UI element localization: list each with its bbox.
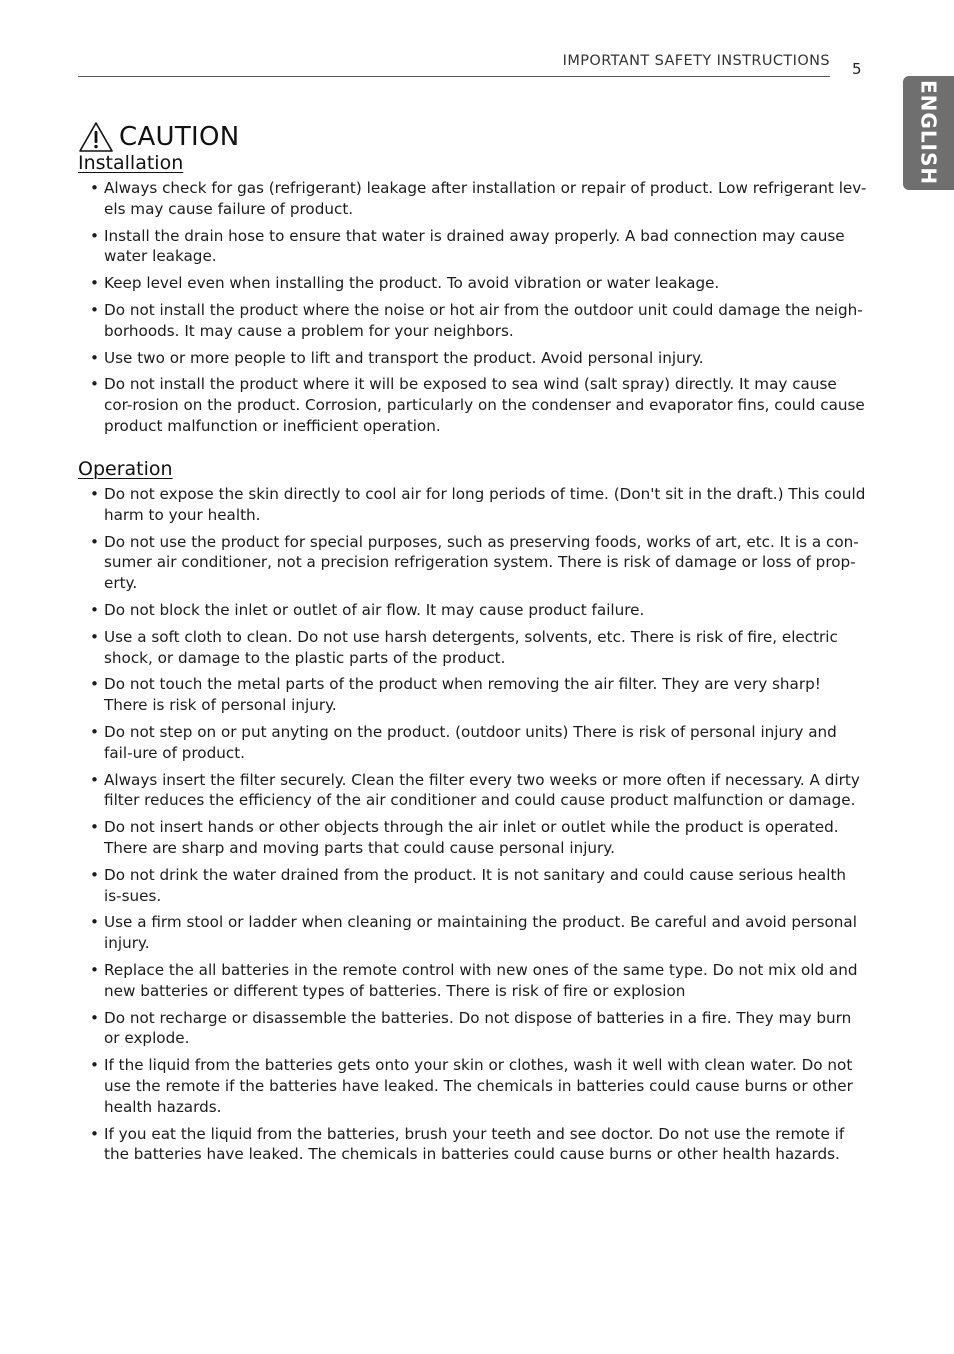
caution-heading — [78, 120, 240, 154]
operation-item: • Do not drink the water drained from the product. It is not sanitary and could cause serious health is-sues. — [78, 865, 868, 907]
operation-item: • Replace the all batteries in the remote control with new ones of the same type. Do not mix old and new batteries or different types of batteries. There is risk of fire or explosion — [78, 960, 868, 1002]
installation-item: • Install the drain hose to ensure that water is drained away properly. A bad connection may cause water leakage. — [78, 226, 868, 268]
operation-item: • Do not expose the skin directly to cool air for long periods of time. (Don't sit in the draft.) This could harm to your health. — [78, 484, 868, 526]
installation-item: • Do not install the product where it will be exposed to sea wind (salt spray) directly. It may cause cor-rosion on the product. Corrosion, particularly on the condenser and evaporator fins, could cause product malfunction or inefficient operation. — [78, 374, 868, 436]
operation-item: • If the liquid from the batteries gets onto your skin or clothes, wash it well with clean water. Do not use the remote if the batteries have leaked. The chemicals in batteries could cause burns or other health hazards. — [78, 1055, 868, 1117]
operation-list — [78, 484, 868, 1171]
installation-item: • Do not install the product where the noise or hot air from the outdoor unit could damage the neigh-borhoods. It may cause a problem for your neighbors. — [78, 300, 868, 342]
operation-item: • Use a soft cloth to clean. Do not use harsh detergents, solvents, etc. There is risk of fire, electric shock, or damage to the plastic parts of the product. — [78, 627, 868, 669]
installation-item: • Always check for gas (refrigerant) leakage after installation or repair of product. Low refrigerant lev-els may cause failure of product. — [78, 178, 868, 220]
language-tab-label: ENGLISH — [916, 80, 941, 186]
warning-triangle-icon — [78, 121, 114, 153]
installation-item: • Use two or more people to lift and transport the product. Avoid personal injury. — [78, 348, 868, 369]
operation-item: • Do not block the inlet or outlet of air flow. It may cause product failure. — [78, 600, 868, 621]
operation-item: • Do not insert hands or other objects through the air inlet or outlet while the product is operated. There are sharp and moving parts that could cause personal injury. — [78, 817, 868, 859]
installation-heading: Installation — [78, 152, 184, 174]
operation-item: • Do not touch the metal parts of the product when removing the air filter. They are very sharp! There is risk of personal injury. — [78, 674, 868, 716]
operation-item: • Do not use the product for special purposes, such as preserving foods, works of art, etc. It is a con-sumer air conditioner, not a precision refrigeration system. There is risk of damage or loss of prop-erty. — [78, 532, 868, 594]
operation-item: • Always insert the filter securely. Clean the filter every two weeks or more often if necessary. A dirty filter reduces the efficiency of the air conditioner and could cause product malfunction or damage. — [78, 770, 868, 812]
page-number: 5 — [852, 60, 862, 78]
operation-item: • Do not recharge or disassemble the batteries. Do not dispose of batteries in a fire. They may burn or explode. — [78, 1008, 868, 1050]
operation-heading: Operation — [78, 458, 173, 480]
caution-title: CAUTION — [119, 122, 240, 152]
operation-item: • If you eat the liquid from the batteries, brush your teeth and see doctor. Do not use the remote if the batteries have leaked. The chemicals in batteries could cause burns or other health hazards. — [78, 1124, 868, 1166]
header-divider — [78, 76, 830, 77]
operation-item: • Use a firm stool or ladder when cleaning or maintaining the product. Be careful and avoid personal injury. — [78, 912, 868, 954]
header-section-title: IMPORTANT SAFETY INSTRUCTIONS — [562, 53, 830, 69]
installation-item: • Keep level even when installing the product. To avoid vibration or water leakage. — [78, 273, 868, 294]
installation-list — [78, 178, 868, 443]
operation-item: • Do not step on or put anyting on the product. (outdoor units) There is risk of personal injury and fail-ure of product. — [78, 722, 868, 764]
